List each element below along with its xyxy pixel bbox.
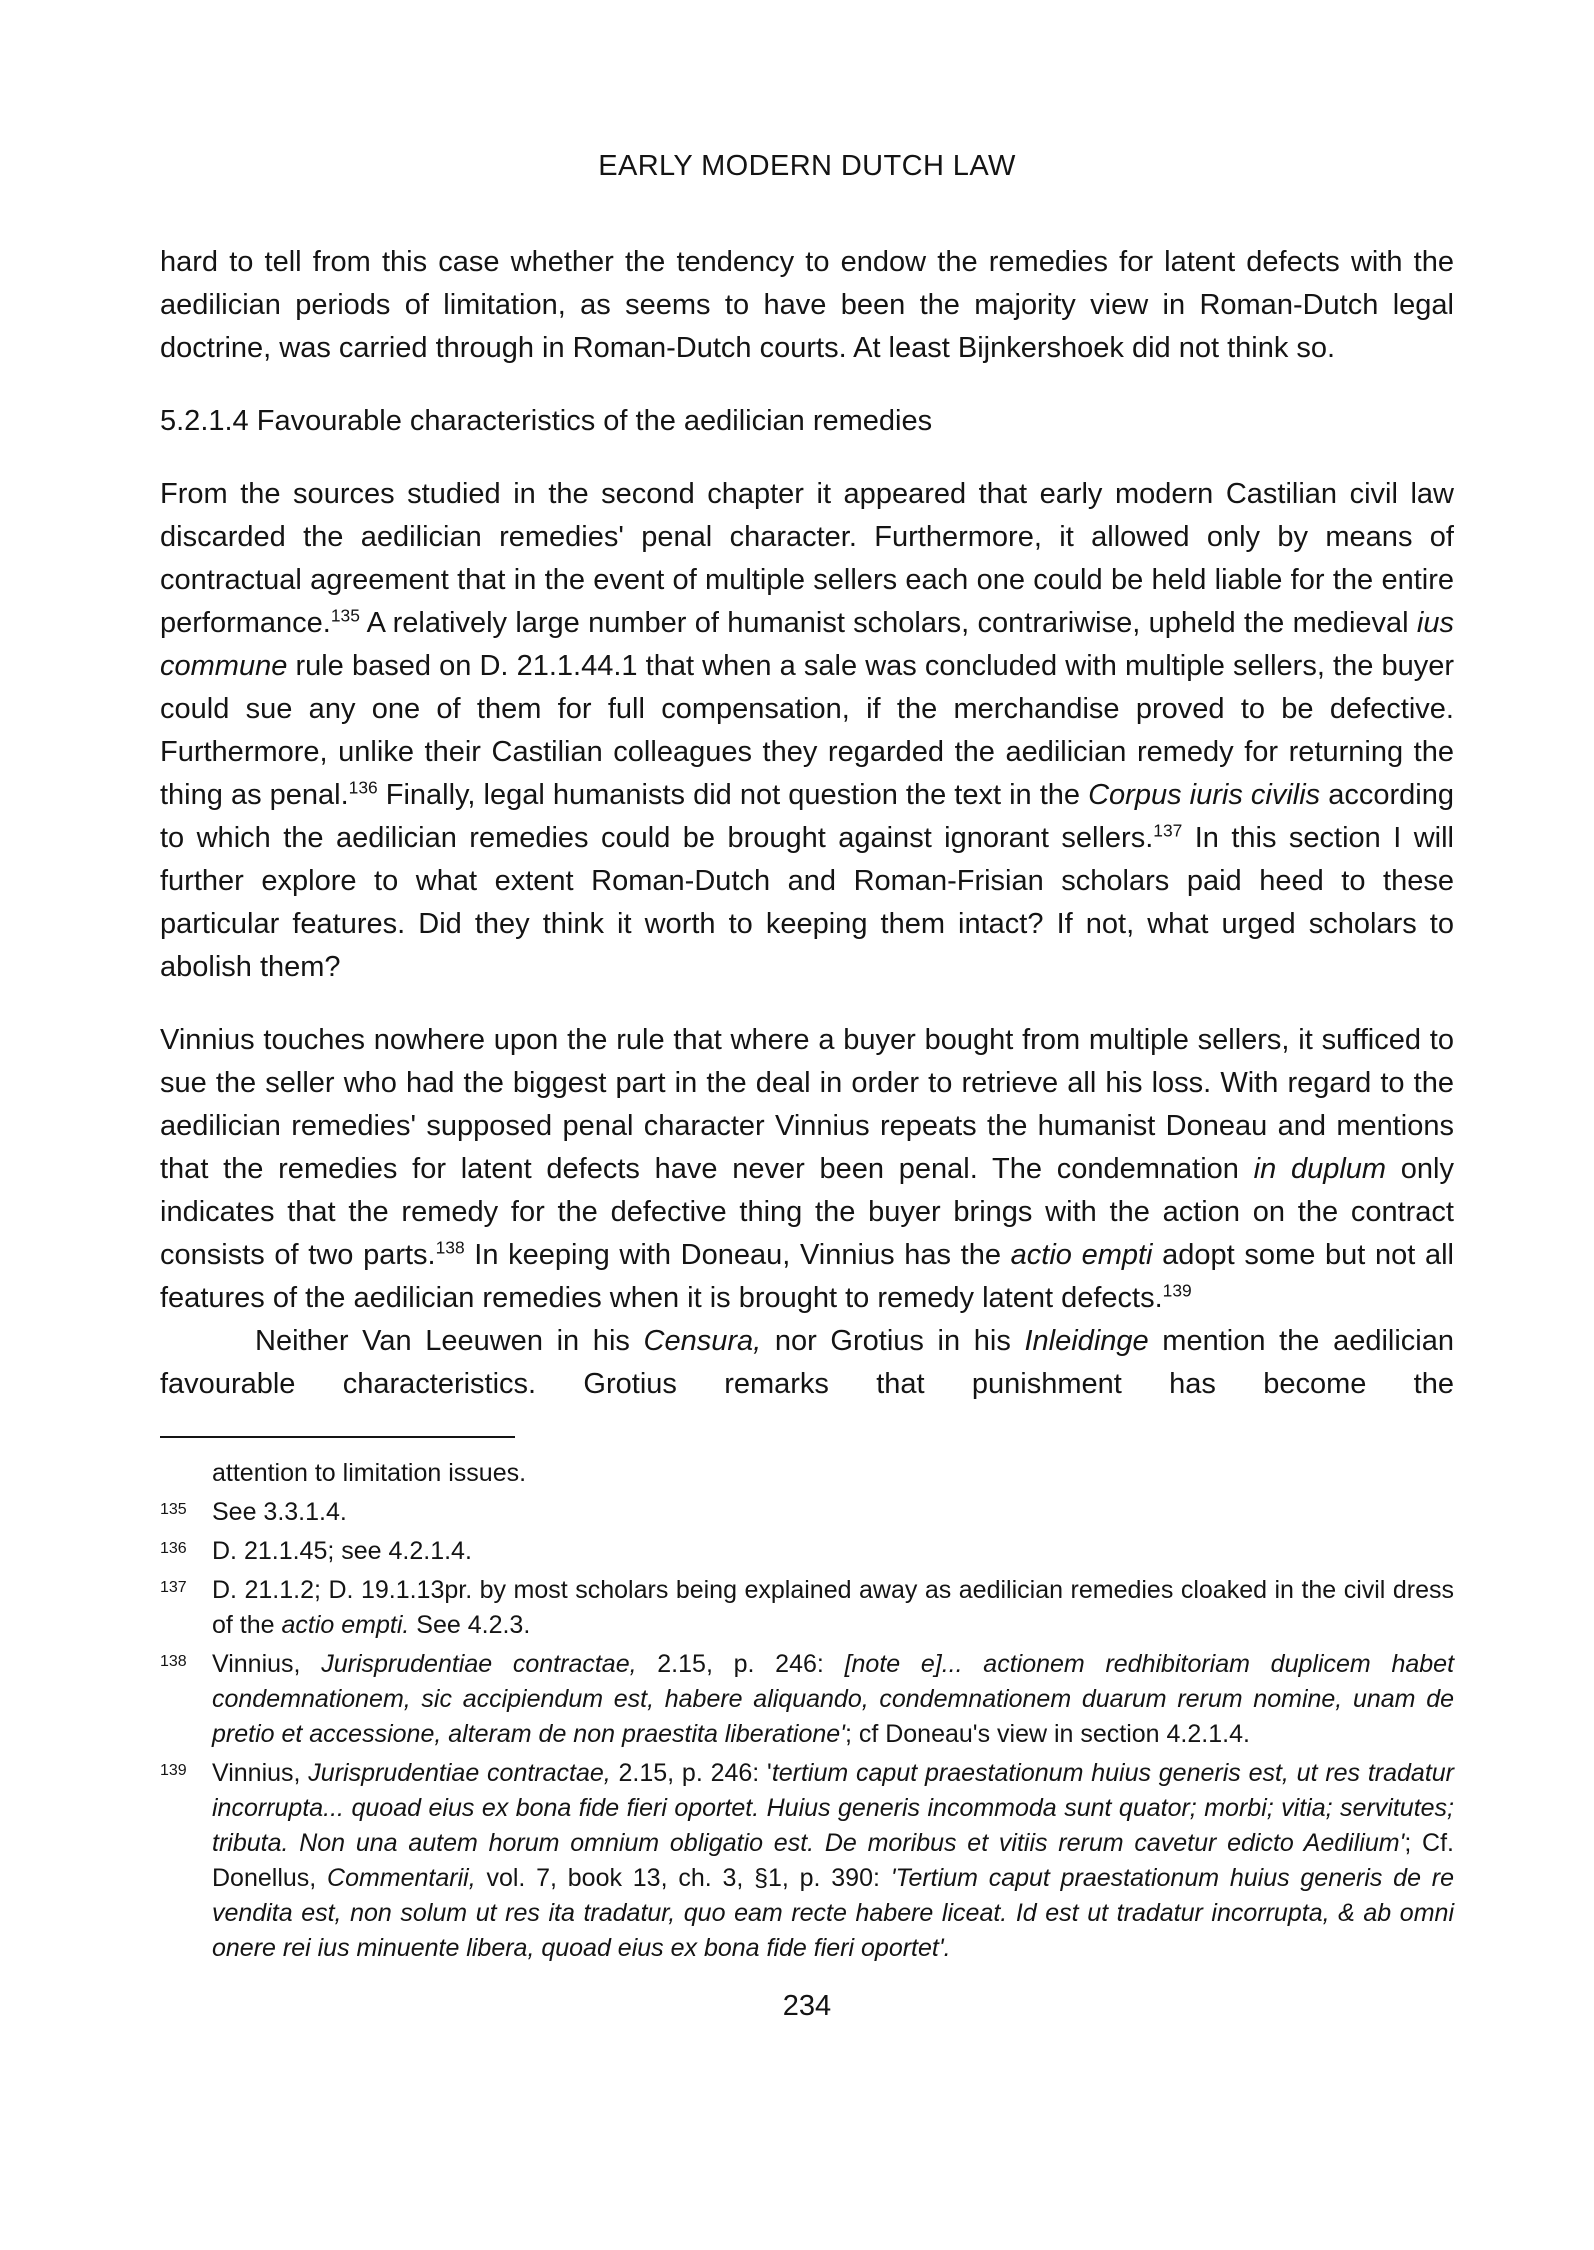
- text-run: In keeping with Doneau, Vinnius has the: [464, 1239, 1011, 1271]
- footnote-continuation: [160, 1456, 1454, 1491]
- text-run: Neither Van Leeuwen in his: [255, 1325, 644, 1357]
- text-run: ; cf Doneau's view in section 4.2.1.4.: [844, 1720, 1250, 1748]
- text-run: 5.2.1.4 Favourable characteristics of the aedilician remedies: [160, 405, 933, 437]
- italic-text-run: ius commune: [160, 607, 1454, 682]
- paragraph: [160, 1019, 1454, 1320]
- footnote-ref: 139: [1162, 1280, 1192, 1301]
- footnote: [160, 1756, 1454, 1966]
- text-run: 2.15, p. 246: ': [610, 1759, 772, 1787]
- paragraph: [160, 473, 1454, 989]
- text-run: according to which the aedilician remedies could be brought against ignorant sellers.: [160, 779, 1454, 854]
- paragraph: [160, 1320, 1454, 1406]
- running-header: EARLY MODERN DUTCH LAW: [598, 150, 1016, 182]
- italic-text-run: Corpus iuris civilis: [1088, 779, 1321, 811]
- footnote-marker: 139: [160, 1762, 187, 1779]
- text-run: A relatively large number of humanist scholars, contrariwise, upheld the medieval: [359, 607, 1417, 639]
- italic-text-run: tertium caput praestationum huius generis est, ut res tradatur incorrupta... quoad eius ex bona fide fieri oportet. Huius generis incommoda sunt quator; morbi; vitia; servitutes; tributa. Non una autem horum omnium obligatio est. De moribus et vitiis rerum cavetur edicto Aedilium': [212, 1759, 1455, 1857]
- footnote-ref: 136: [348, 777, 378, 798]
- italic-text-run: [note e]... actionem redhibitoriam duplicem habet condemnationem, sic accipiendum est, habere aliquando, condemnationem duarum rerum nomine, unam de pretio et accessione, alteram de non praestita liberatione': [212, 1650, 1455, 1748]
- italic-text-run: Jurisprudentiae contractae,: [308, 1759, 611, 1787]
- italic-text-run: in duplum: [1253, 1153, 1387, 1185]
- footnote-ref: 138: [435, 1237, 465, 1258]
- italic-text-run: actio empti: [1010, 1239, 1153, 1271]
- footnote: [160, 1495, 1454, 1530]
- text-run: vol. 7, book 13, ch. 3, §1, p. 390:: [475, 1864, 891, 1892]
- paragraph: [160, 241, 1454, 370]
- text-run: only indicates that the remedy for the defective thing the buyer brings with the action on the contract consists of two parts.: [160, 1153, 1454, 1271]
- text-run: D. 21.1.2; D. 19.1.13pr. by most scholars being explained away as aedilician remedies cloaked in the civil dress of the: [212, 1576, 1454, 1639]
- italic-text-run: 'Tertium caput praestationum huius generis de re vendita est, non solum ut res ita tradatur, quo eam recte habere liceat. Id est ut tradatur incorrupta, & ab omni onere rei ius minuente libera, quoad eius ex bona fide fieri oportet'.: [212, 1864, 1454, 1962]
- text-run: D. 21.1.45; see 4.2.1.4.: [212, 1537, 472, 1565]
- section-heading: [160, 400, 1454, 443]
- text-run: In this section I will further explore to what extent Roman-Dutch and Roman-Frisian scholars paid heed to these particular features. Did they think it worth to keeping them intact? If not, what urged scholars to abolish them?: [160, 822, 1454, 983]
- text-run: Vinnius,: [212, 1759, 309, 1787]
- footnote-marker: 138: [160, 1653, 187, 1670]
- text-run: hard to tell from this case whether the tendency to endow the remedies for latent defects with the aedilician periods of limitation, as seems to have been the majority view in Roman-Dutch legal doctrine, was carried through in Roman-Dutch courts. At least Bijnkershoek did not think so.: [160, 246, 1454, 364]
- footnote: [160, 1647, 1454, 1752]
- text-run: Vinnius touches nowhere upon the rule that where a buyer bought from multiple sellers, it sufficed to sue the seller who had the biggest part in the deal in order to retrieve all his loss. With regard to the aedilician remedies' supposed penal character Vinnius repeats the humanist Doneau and mentions that the remedies for latent defects have never been penal. The condemnation: [160, 1024, 1454, 1185]
- footnote-marker: 136: [160, 1540, 187, 1557]
- footnote: [160, 1573, 1454, 1643]
- text-run: mention the aedilician favourable characteristics. Grotius remarks that punishment has become the: [160, 1325, 1454, 1400]
- footnote-separator: [160, 1436, 515, 1438]
- italic-text-run: Jurisprudentiae contractae,: [321, 1650, 637, 1678]
- text-run: Vinnius,: [212, 1650, 322, 1678]
- italic-text-run: Inleidinge: [1024, 1325, 1149, 1357]
- italic-text-run: actio empti.: [281, 1611, 410, 1639]
- text-run: nor Grotius in his: [761, 1325, 1025, 1357]
- page-number: 234: [782, 1990, 832, 2022]
- footnote-ref: 135: [330, 605, 360, 626]
- footnote-ref: 137: [1153, 820, 1183, 841]
- italic-text-run: Censura,: [643, 1325, 762, 1357]
- footnote-marker: 135: [160, 1501, 187, 1518]
- text-run: Finally, legal humanists did not question the text in the: [377, 779, 1089, 811]
- text-run: From the sources studied in the second chapter it appeared that early modern Castilian civil law discarded the aedilician remedies' penal character. Furthermore, it allowed only by means of contractual agreement that in the event of multiple sellers each one could be held liable for the entire performance.: [160, 478, 1454, 639]
- footnote-marker: 137: [160, 1579, 187, 1596]
- text-run: adopt some but not all features of the aedilician remedies when it is brought to remedy latent defects.: [160, 1239, 1454, 1314]
- text-run: attention to limitation issues.: [212, 1459, 527, 1487]
- italic-text-run: Commentarii,: [327, 1864, 476, 1892]
- text-run: 2.15, p. 246:: [636, 1650, 845, 1678]
- text-run: ; Cf. Donellus,: [212, 1829, 1454, 1892]
- footnote: [160, 1534, 1454, 1569]
- text-run: See 4.2.3.: [409, 1611, 531, 1639]
- text-run: See 3.3.1.4.: [212, 1498, 347, 1526]
- text-run: rule based on D. 21.1.44.1 that when a sale was concluded with multiple sellers, the buyer could sue any one of them for full compensation, if the merchandise proved to be defective. Furthermore, unlike their Castilian colleagues they regarded the aedilician remedy for returning the thing as penal.: [160, 650, 1454, 811]
- footnotes-list: [160, 1456, 1454, 1966]
- body-text: [160, 241, 1454, 1406]
